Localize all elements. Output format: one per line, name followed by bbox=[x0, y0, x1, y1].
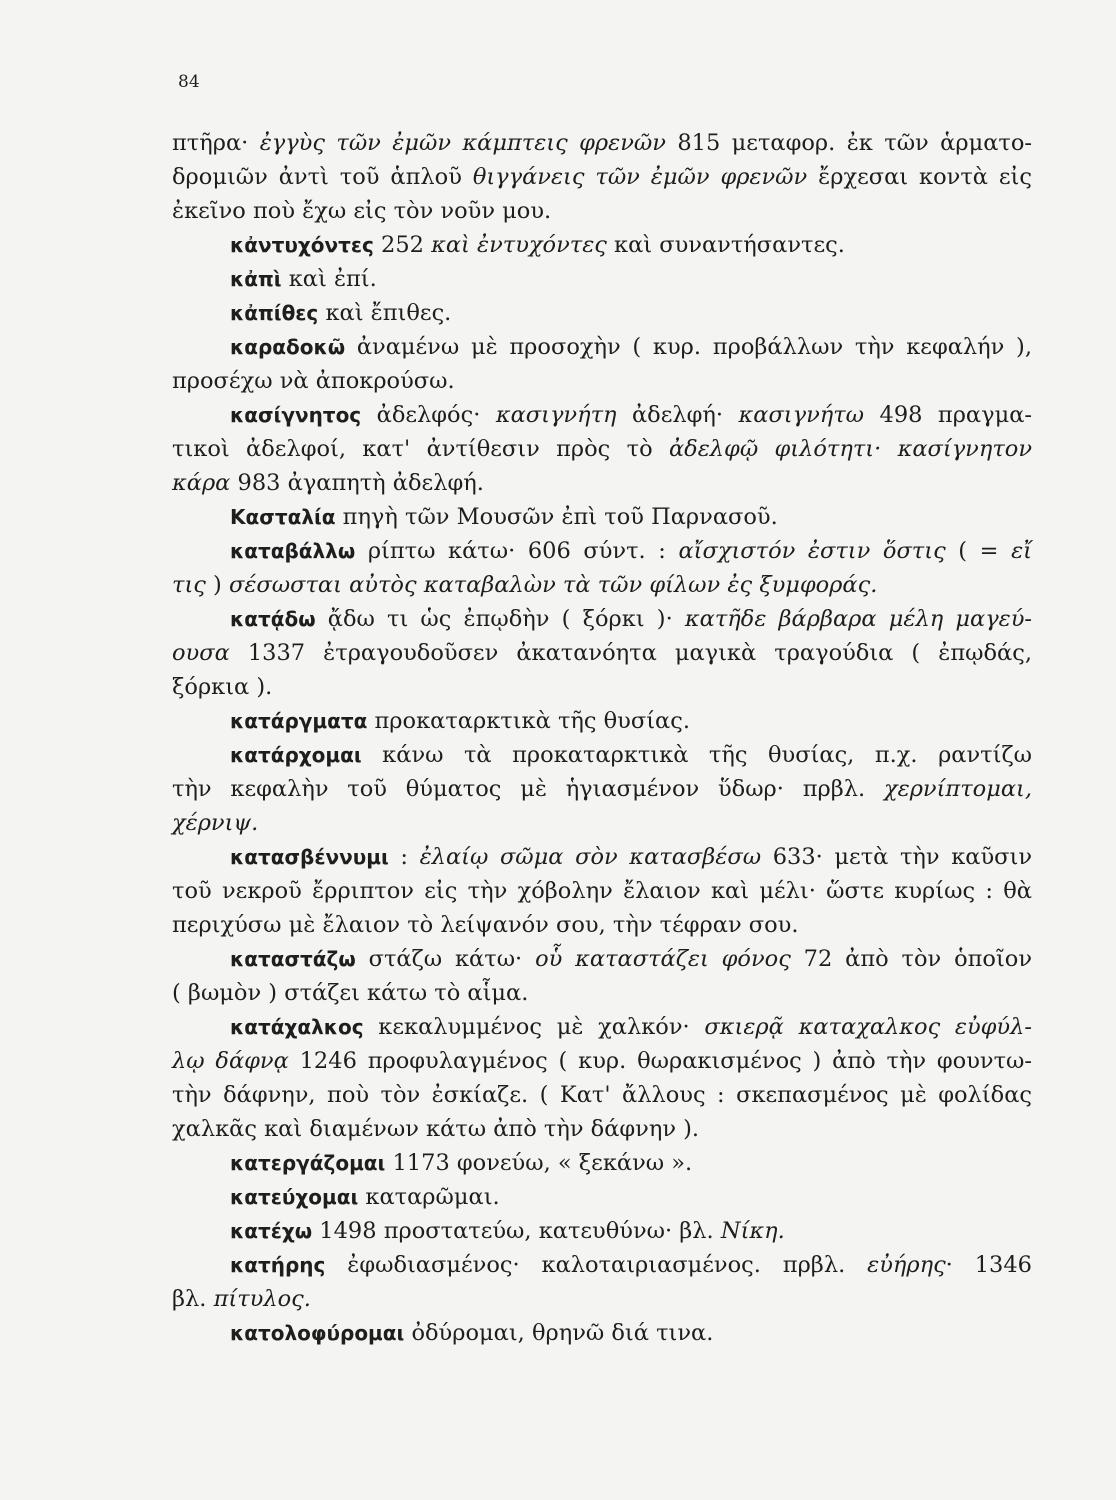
text-line bbox=[172, 262, 1032, 296]
quoted-text: σκιερᾷ καταχαλκος εὐφύλ- bbox=[704, 1014, 1032, 1040]
gloss-text: χαλκᾶς καὶ διαμένων κάτω ἀπὸ τὴν δάφνην ). bbox=[172, 1116, 700, 1142]
gloss-text: ἀδελφή· bbox=[616, 402, 739, 428]
quoted-text: κασιγνήτη bbox=[495, 402, 617, 428]
text-line bbox=[172, 908, 1032, 942]
gloss-text: ( βωμὸν ) στάζει κάτω τὸ αἷμα. bbox=[172, 980, 529, 1006]
quoted-text: οὗ καταστάζει φόνος bbox=[535, 946, 791, 972]
gloss-text: πτῆρα· bbox=[172, 130, 260, 156]
gloss-text: ( = bbox=[945, 538, 1012, 564]
lemma-headword: κατεύχομαι bbox=[230, 1185, 359, 1209]
text-line bbox=[172, 1180, 1032, 1214]
quoted-text: ἐλαίῳ σῶμα σὸν κατασβέσω bbox=[419, 844, 762, 870]
gloss-text: ἐφωδιασμένος· καλοταιριασμένος. πρβλ. bbox=[325, 1252, 868, 1278]
gloss-text: τικοὶ ἀδελφοί, κατ' ἀντίθεσιν πρὸς τὸ bbox=[172, 436, 669, 462]
lemma-headword: κατάχαλκος bbox=[230, 1015, 364, 1039]
quoted-text: κασιγνήτω bbox=[738, 402, 865, 428]
gloss-text: τὴν δάφνην, ποὺ τὸν ἐσκίαζε. ( Κατ' ἄλλους : σκεπασμένος μὲ φολίδας bbox=[172, 1082, 1032, 1108]
gloss-text: πηγὴ τῶν Μουσῶν ἐπὶ τοῦ Παρνασοῦ. bbox=[335, 504, 778, 530]
gloss-text: ) bbox=[205, 572, 229, 598]
gloss-text: ἀναμένω μὲ προσοχὴν ( κυρ. προβάλλων τὴν κεφαλήν ), bbox=[345, 334, 1032, 360]
quoted-text: χερνίπτομαι, bbox=[883, 776, 1032, 802]
text-line bbox=[172, 398, 1032, 432]
quoted-text: ἐγγὺς τῶν ἐμῶν κάμπτεις φρενῶν bbox=[259, 130, 666, 156]
gloss-text: 815 μεταφορ. ἐκ τῶν ἁρματο- bbox=[665, 130, 1032, 156]
gloss-text: κεκαλυμμένος μὲ χαλκόν· bbox=[363, 1014, 705, 1040]
gloss-text: ὀδύρομαι, θρηνῶ διά τινα. bbox=[404, 1320, 714, 1346]
text-line bbox=[172, 738, 1032, 772]
text-line bbox=[172, 1112, 1032, 1146]
lemma-headword: καταβάλλω bbox=[230, 539, 356, 563]
lemma-headword: κἀπὶ bbox=[230, 267, 282, 291]
gloss-text: ᾄδω τι ὡς ἐπῳδὴν ( ξόρκι )· bbox=[315, 606, 685, 632]
gloss-text: ἐκεῖνο ποὺ ἔχω εἰς τὸν νοῦν μου. bbox=[172, 198, 552, 224]
gloss-text: στάζω κάτω· bbox=[355, 946, 536, 972]
page-number: 84 bbox=[178, 72, 200, 92]
lemma-headword: κατέχω bbox=[230, 1219, 313, 1243]
quoted-text: εἴ bbox=[1011, 538, 1033, 564]
quoted-text: θιγγάνεις τῶν ἐμῶν φρενῶν bbox=[472, 164, 808, 190]
quoted-text: καὶ ἐντυχόντες bbox=[431, 232, 607, 258]
text-line bbox=[172, 160, 1032, 194]
text-line bbox=[172, 840, 1032, 874]
lemma-headword: καταστάζω bbox=[230, 947, 356, 971]
gloss-text: τὴν κεφαλὴν τοῦ θύματος μὲ ἡγιασμένον ὕδωρ· πρβλ. bbox=[172, 776, 884, 802]
gloss-text: καταρῶμαι. bbox=[358, 1184, 500, 1210]
text-line bbox=[172, 1044, 1032, 1078]
gloss-text: κάνω τὰ προκαταρκτικὰ τῆς θυσίας, π.χ. ραντίζω bbox=[361, 742, 1032, 768]
gloss-text: 1337 ἐτραγουδοῦσεν ἀκατανόητα μαγικὰ τραγούδια ( ἐπῳδάς, bbox=[229, 640, 1032, 666]
quoted-text: ουσα bbox=[172, 640, 230, 666]
quoted-text: λῳ δάφνᾳ bbox=[172, 1048, 289, 1074]
quoted-text: σέσωσται αὐτὸς καταβαλὼν τὰ τῶν φίλων ἐς ξυμφοράς. bbox=[228, 572, 878, 598]
gloss-text: ρίπτω κάτω· 606 σύντ. : bbox=[355, 538, 679, 564]
lemma-headword: Κασταλία bbox=[230, 505, 336, 529]
gloss-text: · 1346 bbox=[945, 1252, 1032, 1278]
lemma-headword: κατασβέννυμι bbox=[230, 845, 389, 869]
lemma-headword: κατεργάζομαι bbox=[230, 1151, 386, 1175]
text-line bbox=[172, 500, 1032, 534]
text-line bbox=[172, 1146, 1032, 1180]
lemma-headword: κατάρχομαι bbox=[230, 743, 362, 767]
gloss-text: ξόρκια ). bbox=[172, 674, 273, 700]
gloss-text: 252 bbox=[373, 232, 432, 258]
lemma-headword: κασίγνητος bbox=[230, 403, 362, 427]
text-line bbox=[172, 976, 1032, 1010]
text-line bbox=[172, 1214, 1032, 1248]
lemma-headword: κἀπίθες bbox=[230, 301, 319, 325]
text-line bbox=[172, 1078, 1032, 1112]
quoted-text: κατῆδε βάρβαρα μέλη μαγεύ- bbox=[684, 606, 1032, 632]
gloss-text: : bbox=[388, 844, 420, 870]
text-line bbox=[172, 602, 1032, 636]
lemma-headword: κατᾴδω bbox=[230, 607, 316, 631]
gloss-text: καὶ ἐπί. bbox=[281, 266, 377, 292]
quoted-text: κάρα bbox=[172, 470, 231, 496]
gloss-text: καὶ συναντήσαντες. bbox=[606, 232, 845, 258]
text-line bbox=[172, 364, 1032, 398]
text-line bbox=[172, 772, 1032, 806]
gloss-text: βλ. bbox=[172, 1286, 214, 1312]
text-line bbox=[172, 1282, 1032, 1316]
gloss-text: 1246 προφυλαγμένος ( κυρ. θωρακισμένος ) ἀπὸ τὴν φουντω- bbox=[288, 1048, 1032, 1074]
quoted-text: πίτυλος. bbox=[213, 1286, 311, 1312]
text-line bbox=[172, 942, 1032, 976]
gloss-text: ἔρχεσαι κοντὰ εἰς bbox=[807, 164, 1032, 190]
text-line bbox=[172, 704, 1032, 738]
text-line bbox=[172, 1248, 1032, 1282]
gloss-text: 1173 φονεύω, « ξεκάνω ». bbox=[385, 1150, 693, 1176]
lemma-headword: κατάργματα bbox=[230, 709, 368, 733]
gloss-text: δρομιῶν ἀντὶ τοῦ ἁπλοῦ bbox=[172, 164, 473, 190]
text-line bbox=[172, 670, 1032, 704]
gloss-text: 633· μετὰ τὴν καῦσιν bbox=[761, 844, 1033, 870]
text-line bbox=[172, 296, 1032, 330]
gloss-text: ἀδελφός· bbox=[361, 402, 496, 428]
quoted-text: χέρνιψ. bbox=[172, 810, 259, 836]
text-line bbox=[172, 194, 1032, 228]
gloss-text: 983 ἀγαπητὴ ἀδελφή. bbox=[230, 470, 484, 496]
quoted-text: αἴσχιστόν ἐστιν ὅστις bbox=[678, 538, 946, 564]
quoted-text: Νίκη. bbox=[720, 1218, 785, 1244]
quoted-text: τις bbox=[172, 572, 206, 598]
gloss-text: 72 ἀπὸ τὸν ὁποῖον bbox=[790, 946, 1032, 972]
text-line bbox=[172, 126, 1032, 160]
gloss-text: 498 πραγμα- bbox=[864, 402, 1032, 428]
glossary-text bbox=[172, 126, 1032, 1350]
lemma-headword: κἀντυχόντες bbox=[230, 233, 374, 257]
gloss-text: καὶ ἔπιθες. bbox=[318, 300, 452, 326]
gloss-text: προκαταρκτικὰ τῆς θυσίας. bbox=[367, 708, 690, 734]
text-line bbox=[172, 636, 1032, 670]
gloss-text: περιχύσω μὲ ἔλαιον τὸ λείψανόν σου, τὴν τέφραν σου. bbox=[172, 912, 799, 938]
text-line bbox=[172, 1010, 1032, 1044]
lemma-headword: καραδοκῶ bbox=[230, 335, 346, 359]
text-line bbox=[172, 330, 1032, 364]
text-line bbox=[172, 228, 1032, 262]
text-line bbox=[172, 568, 1032, 602]
text-line bbox=[172, 466, 1032, 500]
gloss-text: 1498 προστατεύω, κατευθύνω· βλ. bbox=[312, 1218, 721, 1244]
text-line bbox=[172, 874, 1032, 908]
text-line bbox=[172, 1316, 1032, 1350]
text-line bbox=[172, 806, 1032, 840]
text-line bbox=[172, 432, 1032, 466]
lemma-headword: κατήρης bbox=[230, 1253, 326, 1277]
lemma-headword: κατολοφύρομαι bbox=[230, 1321, 405, 1345]
gloss-text: τοῦ νεκροῦ ἔρριπτον εἰς τὴν χόβολην ἔλαιον καὶ μέλι· ὥστε κυρίως : θὰ bbox=[172, 878, 1032, 904]
quoted-text: ἀδελφῷ φιλότητι· κασίγνητον bbox=[668, 436, 1032, 462]
gloss-text: προσέχω νὰ ἀποκρούσω. bbox=[172, 368, 455, 394]
text-line bbox=[172, 534, 1032, 568]
quoted-text: εὐήρης bbox=[867, 1252, 946, 1278]
